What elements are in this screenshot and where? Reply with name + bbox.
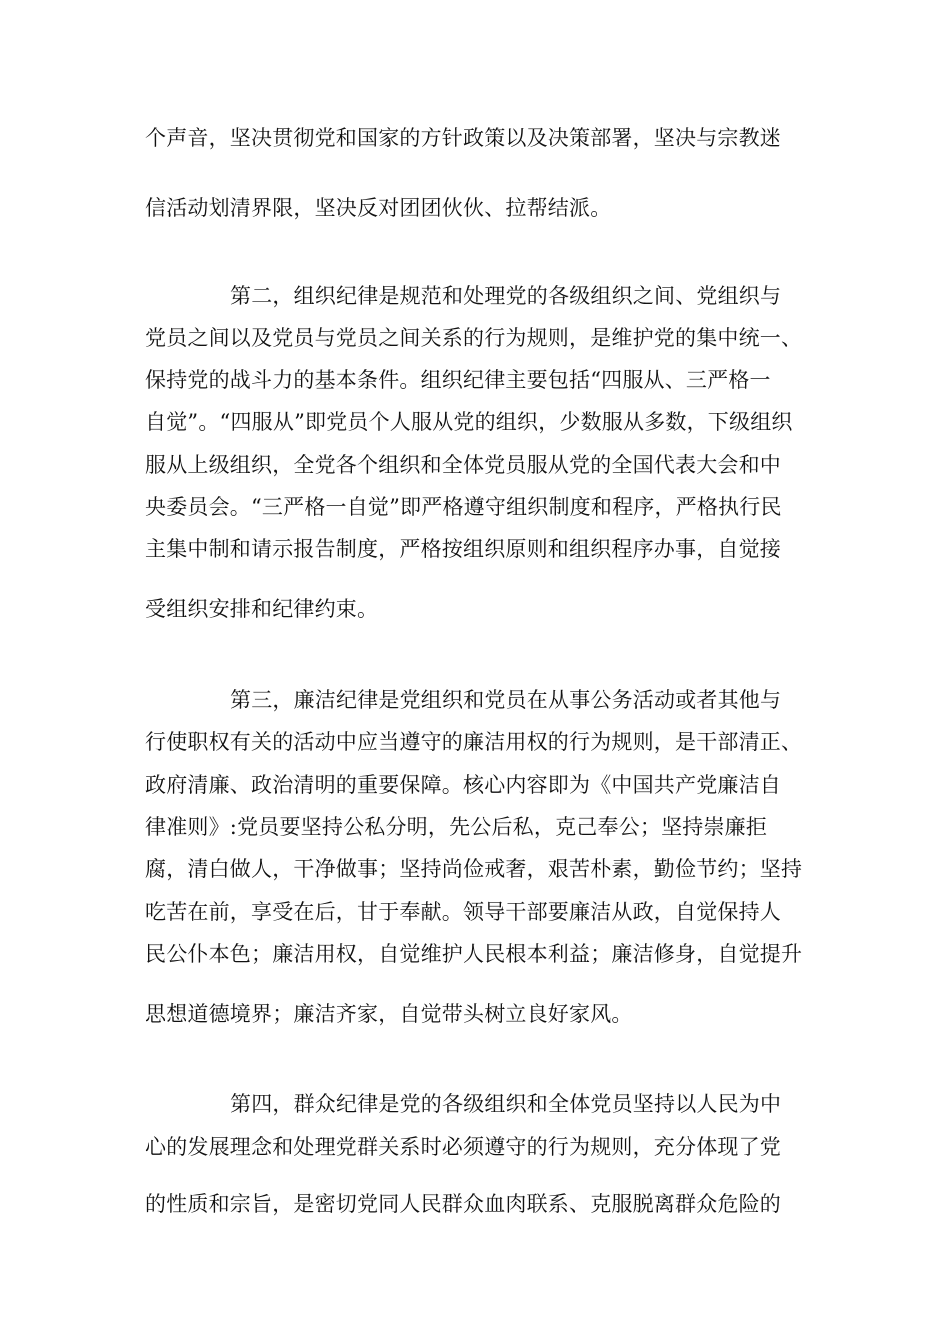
paragraph-line: 受组织安排和纪律约束。	[145, 597, 379, 621]
paragraph-line: 的性质和宗旨，是密切党同人民群众血肉联系、克服脱离群众危险的	[145, 1192, 781, 1216]
paragraph-line: 信活动划清界限，坚决反对团团伙伙、拉帮结派。	[145, 196, 612, 220]
paragraph-first-line: 第三，廉洁纪律是党组织和党员在从事公务活动或者其他与	[230, 688, 782, 712]
paragraph-line: 心的发展理念和处理党群关系时必须遵守的行为规则，充分体现了党	[145, 1135, 781, 1159]
paragraph-line: 腐，清白做人，干净做事；坚持尚俭戒奢，艰苦朴素，勤俭节约；坚持	[145, 857, 803, 881]
paragraph-line: 思想道德境界；廉洁齐家，自觉带头树立良好家风。	[145, 1002, 633, 1026]
paragraph-line: 自觉”。“四服从”即党员个人服从党的组织，少数服从多数，下级组织	[145, 410, 793, 434]
paragraph-line: 民公仆本色；廉洁用权，自觉维护人民根本利益；廉洁修身，自觉提升	[145, 942, 803, 966]
paragraph-line: 个声音，坚决贯彻党和国家的方针政策以及决策部署，坚决与宗教迷	[145, 126, 781, 150]
paragraph-line: 政府清廉、政治清明的重要保障。核心内容即为《中国共产党廉洁自	[145, 773, 781, 797]
paragraph-first-line: 第二，组织纪律是规范和处理党的各级组织之间、党组织与	[230, 284, 782, 308]
paragraph-line: 吃苦在前，享受在后，甘于奉献。领导干部要廉洁从政，自觉保持人	[145, 900, 781, 924]
paragraph-line: 党员之间以及党员与党员之间关系的行为规则，是维护党的集中统一、	[145, 326, 803, 350]
paragraph-line: 行使职权有关的活动中应当遵守的廉洁用权的行为规则，是干部清正、	[145, 730, 803, 754]
paragraph-line: 央委员会。“三严格一自觉”即严格遵守组织制度和程序，严格执行民	[145, 495, 782, 519]
paragraph-line: 主集中制和请示报告制度，严格按组织原则和组织程序办事，自觉接	[145, 537, 781, 561]
paragraph-line: 律准则》:党员要坚持公私分明，先公后私，克己奉公；坚持崇廉拒	[145, 815, 768, 839]
paragraph-first-line: 第四，群众纪律是党的各级组织和全体党员坚持以人民为中	[230, 1092, 782, 1116]
paragraph-line: 保持党的战斗力的基本条件。组织纪律主要包括“四服从、三严格一	[145, 368, 771, 392]
paragraph-line: 服从上级组织，全党各个组织和全体党员服从党的全国代表大会和中	[145, 453, 781, 477]
